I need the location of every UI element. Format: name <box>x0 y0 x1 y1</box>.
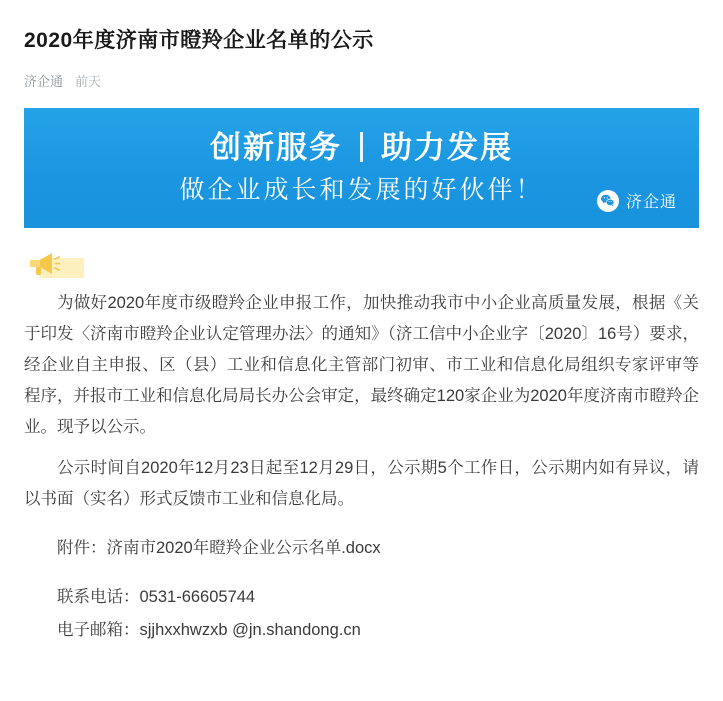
account-name[interactable]: 济企通 <box>24 74 64 90</box>
banner-headline-right: 助力发展 <box>381 130 513 166</box>
contact-phone: 联系电话：0531-66605744 <box>57 588 256 607</box>
attachment-line[interactable]: 附件：济南市2020年瞪羚企业公示名单.docx <box>57 539 381 558</box>
banner-headline-left: 创新服务 <box>210 130 342 166</box>
banner-brand <box>597 189 677 212</box>
banner-brand-label: 济企通 <box>625 194 677 212</box>
page-title: 2020年度济南市瞪羚企业名单的公示 <box>24 29 374 52</box>
promo-banner <box>24 108 699 228</box>
article-body <box>24 228 699 646</box>
wechat-icon <box>597 190 619 212</box>
paragraph-publicity-period: 公示时间自2020年12月23日起至12月29日，公示期5个工作日，公示期内如有异议，请以书面（实名）形式反馈市工业和信息化局。 <box>24 459 699 509</box>
contact-email: 电子邮箱：sjjhxxhwzxb @jn.shandong.cn <box>57 621 361 640</box>
banner-divider <box>360 132 363 162</box>
publish-time: 前天 <box>75 74 102 90</box>
paragraph-notice: 为做好2020年度市级瞪羚企业申报工作，加快推动我市中小企业高质量发展，根据《关于印发〈济南市瞪羚企业认定管理办法〉的通知》（济工信中小企业字〔2020〕16号）要求，经企业自主申报、区（县）工业和信息化主管部门初审、市工业和信息化局组织专家评审等程序，并报市工业和信息化局局长办公会审定，最终确定120家企业为2020年度济南市瞪羚企业。现予以公示。 <box>24 294 699 437</box>
megaphone-icon <box>26 250 82 284</box>
banner-headline <box>24 122 699 167</box>
banner-subline: 做企业成长和发展的好伙伴！ <box>179 176 544 205</box>
article-meta <box>24 71 699 90</box>
